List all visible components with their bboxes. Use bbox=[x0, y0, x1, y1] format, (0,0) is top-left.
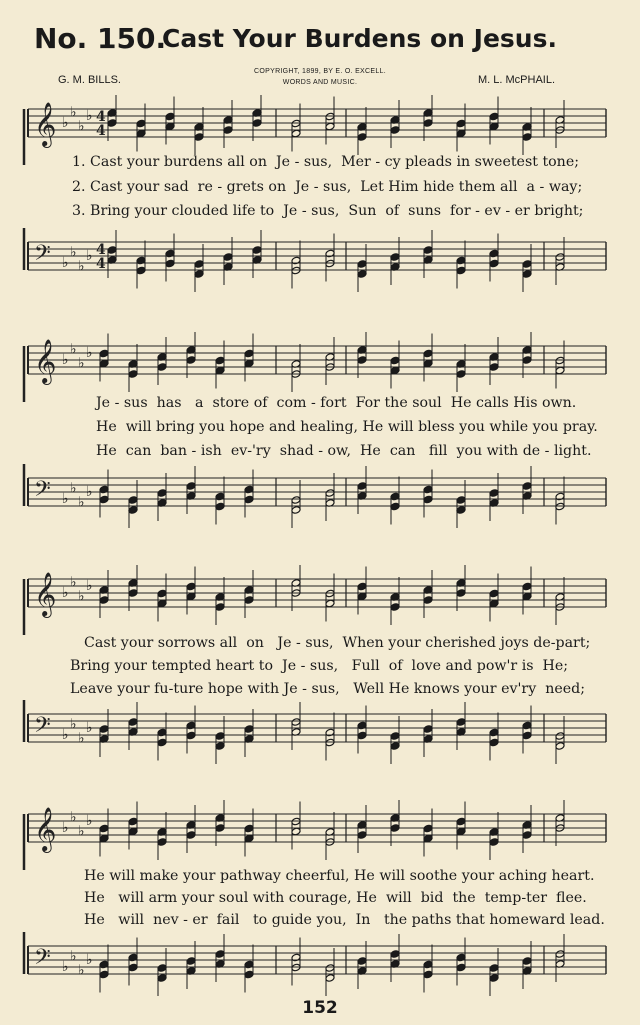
svg-text:4: 4 bbox=[96, 256, 106, 272]
lyric-line-2-3: He can ban - ish ev-'ry shad - ow, He can fill you with de - light. bbox=[96, 443, 592, 459]
svg-text:♭: ♭ bbox=[70, 716, 77, 733]
svg-text:𝄢: 𝄢 bbox=[34, 713, 51, 743]
svg-text:♭: ♭ bbox=[78, 588, 85, 605]
svg-text:♭: ♭ bbox=[62, 585, 69, 601]
lyric-line-2-1: Je - sus has a store of com - fort For the soul He calls His own. bbox=[96, 395, 577, 411]
svg-text:𝄢: 𝄢 bbox=[34, 945, 51, 975]
copyright-line-2: WORDS AND MUSIC. bbox=[282, 79, 358, 86]
treble-staff-system-2 bbox=[0, 332, 640, 402]
svg-text:♭: ♭ bbox=[78, 823, 85, 840]
svg-text:♭: ♭ bbox=[70, 244, 77, 261]
svg-text:♭: ♭ bbox=[62, 255, 69, 271]
svg-text:♭: ♭ bbox=[86, 578, 93, 594]
svg-text:♭: ♭ bbox=[70, 948, 77, 965]
treble-staff-system-3 bbox=[0, 565, 640, 635]
svg-text:𝄞: 𝄞 bbox=[34, 572, 57, 616]
svg-text:𝄢: 𝄢 bbox=[34, 477, 51, 507]
svg-text:𝄢: 𝄢 bbox=[34, 241, 51, 271]
bass-staff-system-4 bbox=[0, 932, 640, 1002]
svg-text:♭: ♭ bbox=[78, 730, 85, 747]
svg-text:♭: ♭ bbox=[62, 491, 69, 507]
lyric-line-2-2: He will bring you hope and healing, He will bless you while you pray. bbox=[96, 419, 598, 435]
hymn-title: Cast Your Burdens on Jesus. bbox=[162, 24, 557, 53]
svg-text:♭: ♭ bbox=[86, 345, 93, 361]
lyric-line-4-1: He will make your pathway cheerful, He will soothe your aching heart. bbox=[84, 868, 595, 884]
svg-text:♭: ♭ bbox=[70, 574, 77, 591]
lyric-line-3-1: Cast your sorrows all on Je - sus, When your cherished joys de-part; bbox=[84, 635, 591, 651]
svg-text:♭: ♭ bbox=[62, 352, 69, 368]
svg-text:♭: ♭ bbox=[70, 104, 77, 121]
lyric-line-1-2: 2. Cast your sad re - grets on Je - sus, Let Him hide them all a - way; bbox=[72, 179, 583, 195]
bass-staff-system-3 bbox=[0, 700, 640, 770]
hymn-number: No. 150. bbox=[34, 22, 167, 55]
svg-text:♭: ♭ bbox=[86, 720, 93, 736]
svg-text:♭: ♭ bbox=[78, 494, 85, 511]
copyright-line-1: COPYRIGHT, 1899, BY E. O. EXCELL. bbox=[254, 68, 386, 75]
lyric-line-3-3: Leave your fu-ture hope with Je - sus, Well He knows your ev'ry need; bbox=[70, 681, 586, 697]
lyric-line-4-3: He will nev - er fail to guide you, In the paths that homeward lead. bbox=[84, 912, 605, 928]
svg-text:♭: ♭ bbox=[70, 341, 77, 358]
page-number: 152 bbox=[302, 998, 338, 1018]
svg-text:♭: ♭ bbox=[78, 355, 85, 372]
hymn-header bbox=[0, 22, 640, 62]
svg-text:♭: ♭ bbox=[62, 959, 69, 975]
composer-left: G. M. BILLS. bbox=[58, 74, 121, 86]
lyric-line-4-2: He will arm your soul with courage, He will bid the temp-ter flee. bbox=[84, 890, 587, 906]
svg-text:♭: ♭ bbox=[78, 258, 85, 275]
svg-text:♭: ♭ bbox=[78, 962, 85, 979]
svg-text:𝄞: 𝄞 bbox=[34, 807, 57, 851]
svg-text:♭: ♭ bbox=[70, 480, 77, 497]
svg-text:4: 4 bbox=[96, 109, 106, 125]
lyric-line-3-2: Bring your tempted heart to Je - sus, Full of love and pow'r is He; bbox=[70, 658, 569, 674]
svg-text:♭: ♭ bbox=[78, 118, 85, 135]
lyric-line-1-1: 1. Cast your burdens all on Je - sus, Mer - cy pleads in sweetest tone; bbox=[72, 154, 579, 170]
svg-text:♭: ♭ bbox=[86, 248, 93, 264]
svg-text:𝄞: 𝄞 bbox=[34, 102, 57, 146]
svg-text:♭: ♭ bbox=[70, 809, 77, 826]
bass-staff-system-2 bbox=[0, 464, 640, 534]
svg-text:♭: ♭ bbox=[62, 820, 69, 836]
bass-staff-system-1 bbox=[0, 228, 640, 298]
svg-text:4: 4 bbox=[96, 242, 106, 258]
copyright-notice bbox=[240, 66, 400, 88]
svg-text:♭: ♭ bbox=[86, 952, 93, 968]
composer-right: M. L. McPHAIL. bbox=[478, 74, 556, 86]
svg-text:4: 4 bbox=[96, 123, 106, 139]
svg-text:♭: ♭ bbox=[62, 115, 69, 131]
svg-text:♭: ♭ bbox=[86, 108, 93, 124]
svg-text:𝄞: 𝄞 bbox=[34, 339, 57, 383]
svg-text:♭: ♭ bbox=[86, 813, 93, 829]
svg-text:♭: ♭ bbox=[62, 727, 69, 743]
svg-text:♭: ♭ bbox=[86, 484, 93, 500]
treble-staff-system-4 bbox=[0, 800, 640, 870]
lyric-line-1-3: 3. Bring your clouded life to Je - sus, Sun of suns for - ev - er bright; bbox=[72, 203, 584, 219]
